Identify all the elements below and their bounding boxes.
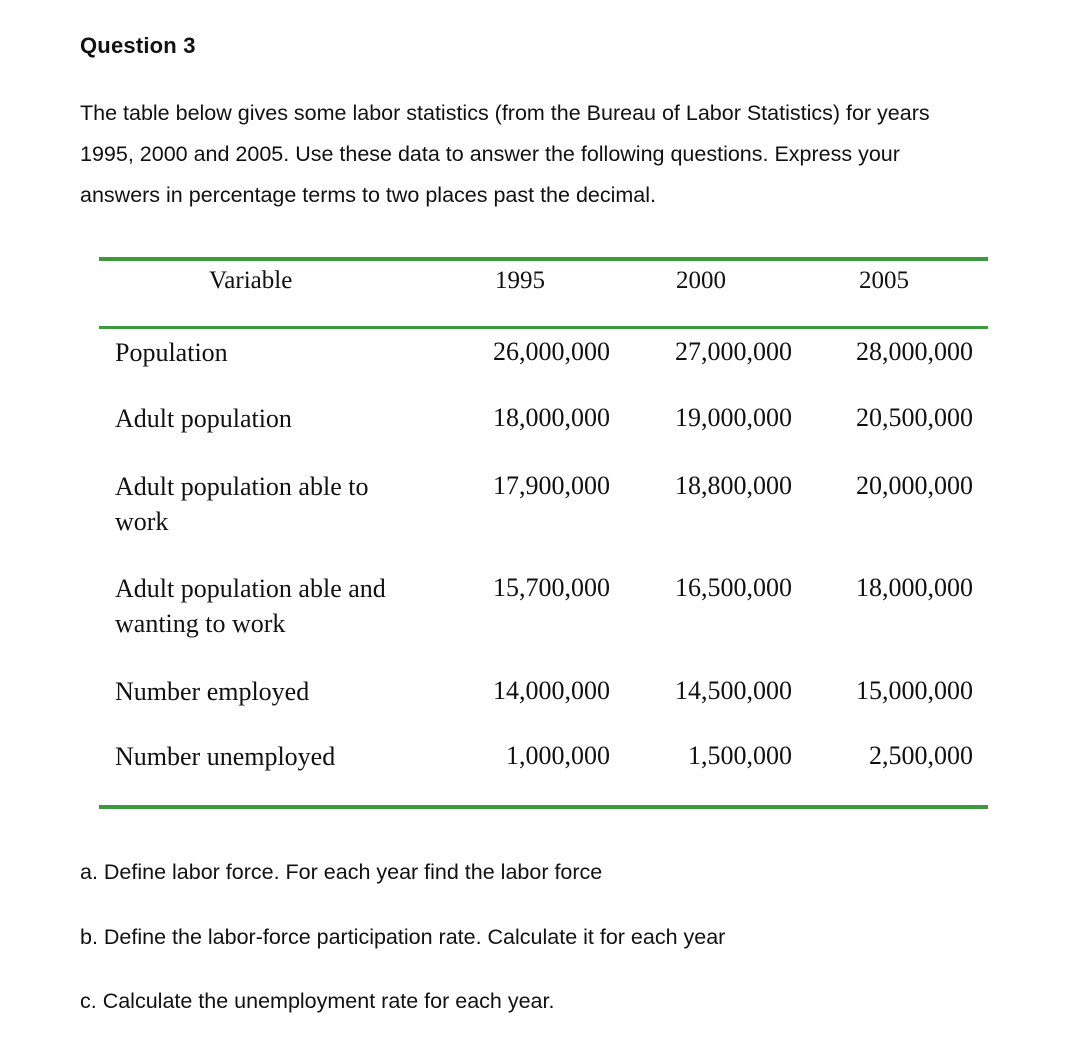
intro-paragraph bbox=[80, 93, 1010, 216]
cell-2005: 20,000,000 bbox=[856, 471, 973, 500]
cell-1995: 18,000,000 bbox=[493, 403, 610, 432]
question-b: b. Define the labor-force participation rate. Calculate it for each year bbox=[80, 925, 726, 949]
cell-2000: 18,800,000 bbox=[675, 471, 792, 500]
table-top-rule bbox=[99, 257, 988, 261]
header-1995: 1995 bbox=[495, 267, 545, 294]
intro-line: 1995, 2000 and 2005. Use these data to answer the following questions. Express your bbox=[80, 142, 900, 166]
header-2005: 2005 bbox=[859, 267, 909, 294]
header-2000: 2000 bbox=[676, 267, 726, 294]
cell-1995: 15,700,000 bbox=[493, 573, 610, 602]
header-variable: Variable bbox=[209, 267, 293, 294]
cell-2000: 1,500,000 bbox=[688, 741, 792, 770]
cell-2000: 14,500,000 bbox=[675, 676, 792, 705]
cell-1995: 17,900,000 bbox=[493, 471, 610, 500]
intro-line: The table below gives some labor statistics (from the Bureau of Labor Statistics) for years bbox=[80, 101, 930, 125]
row-label: Adult population able to work bbox=[115, 472, 369, 536]
question-title: Question 3 bbox=[80, 33, 196, 58]
row-label: Adult population able and wanting to work bbox=[115, 574, 386, 638]
cell-1995: 26,000,000 bbox=[493, 337, 610, 366]
cell-2005: 15,000,000 bbox=[856, 676, 973, 705]
row-label: Number employed bbox=[115, 677, 310, 706]
cell-2005: 28,000,000 bbox=[856, 337, 973, 366]
question-c: c. Calculate the unemployment rate for each year. bbox=[80, 989, 555, 1013]
row-label: Population bbox=[115, 338, 228, 367]
row-label: Adult population bbox=[115, 404, 292, 433]
table-header-rule bbox=[99, 326, 988, 329]
cell-1995: 1,000,000 bbox=[506, 741, 610, 770]
cell-2005: 2,500,000 bbox=[869, 741, 973, 770]
cell-2005: 20,500,000 bbox=[856, 403, 973, 432]
cell-2000: 27,000,000 bbox=[675, 337, 792, 366]
cell-2000: 19,000,000 bbox=[675, 403, 792, 432]
table-bottom-rule bbox=[99, 805, 988, 809]
question-a: a. Define labor force. For each year find the labor force bbox=[80, 860, 603, 884]
cell-2000: 16,500,000 bbox=[675, 573, 792, 602]
row-label: Number unemployed bbox=[115, 742, 336, 771]
cell-2005: 18,000,000 bbox=[856, 573, 973, 602]
cell-1995: 14,000,000 bbox=[493, 676, 610, 705]
intro-line: answers in percentage terms to two places past the decimal. bbox=[80, 183, 657, 207]
